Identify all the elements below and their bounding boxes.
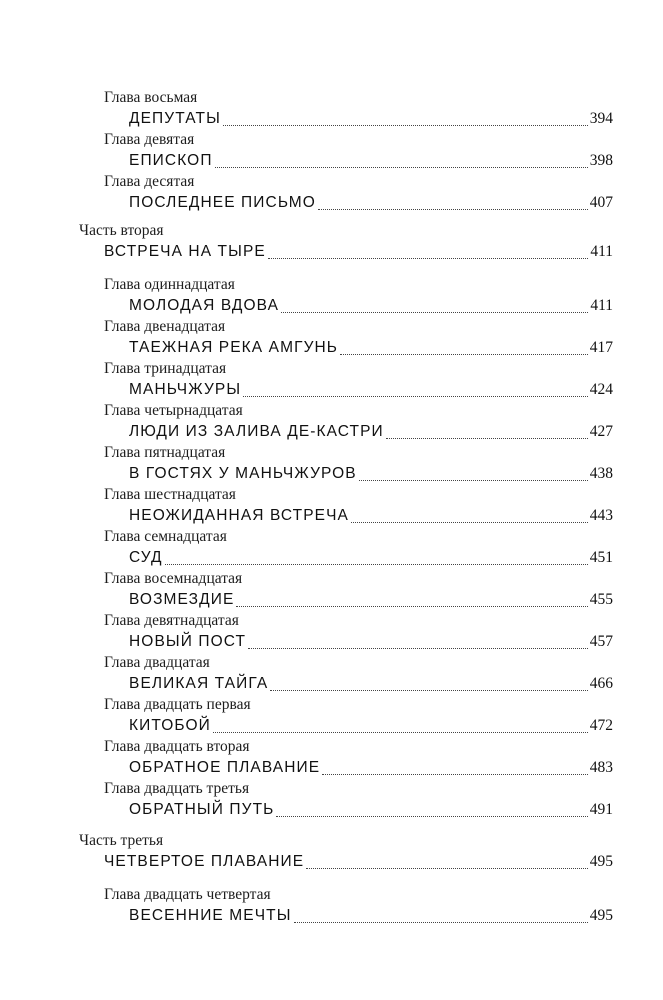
page-number: 443 <box>589 507 613 524</box>
chapter-label: Глава двенадцатая <box>104 318 226 335</box>
chapter-entry[interactable] <box>129 630 613 652</box>
chapter-label: Глава тринадцатая <box>104 360 227 377</box>
chapter-title: НОВЫЙ ПОСТ <box>129 633 247 650</box>
page-number: 495 <box>589 907 613 924</box>
chapter-entry[interactable] <box>129 149 613 171</box>
page-number: 398 <box>589 152 613 169</box>
chapter-label: Глава пятнадцатая <box>104 444 226 461</box>
dot-leader <box>223 125 588 126</box>
chapter-entry[interactable] <box>129 294 613 316</box>
page-number: 483 <box>589 759 613 776</box>
page-number: 411 <box>590 243 613 260</box>
chapter-title: ДЕПУТАТЫ <box>129 110 221 127</box>
chapter-label: Глава восьмая <box>104 89 198 106</box>
chapter-entry[interactable] <box>129 672 613 694</box>
dot-leader <box>294 922 588 923</box>
chapter-entry[interactable] <box>129 714 613 736</box>
chapter-title: ТАЕЖНАЯ РЕКА АМГУНЬ <box>129 339 339 356</box>
chapter-title: ВЕЛИКАЯ ТАЙГА <box>129 675 269 692</box>
chapter-label: Глава двадцать первая <box>104 696 251 713</box>
dot-leader <box>359 480 588 481</box>
chapter-label: Глава шестнадцатая <box>104 486 236 503</box>
chapter-label: Глава десятая <box>104 173 195 190</box>
page-number: 491 <box>589 801 613 818</box>
page-number: 424 <box>589 381 613 398</box>
chapter-entry[interactable] <box>129 798 613 820</box>
chapter-title: ВОЗМЕЗДИЕ <box>129 591 235 608</box>
chapter-label: Глава двадцатая <box>104 654 210 671</box>
chapter-title: ЛЮДИ ИЗ ЗАЛИВА ДЕ-КАСТРИ <box>129 423 384 440</box>
dot-leader <box>268 258 588 259</box>
page-number: 427 <box>589 423 613 440</box>
chapter-entry[interactable] <box>129 378 613 400</box>
chapter-title: КИТОБОЙ <box>129 717 211 734</box>
chapter-title: МАНЬЧЖУРЫ <box>129 381 242 398</box>
dot-leader <box>236 606 587 607</box>
page-number: 407 <box>589 194 613 211</box>
chapter-title: ОБРАТНОЕ ПЛАВАНИЕ <box>129 759 321 776</box>
page-number: 451 <box>589 549 613 566</box>
page-number: 455 <box>589 591 613 608</box>
chapter-entry[interactable] <box>129 462 613 484</box>
chapter-label: Глава девятая <box>104 131 195 148</box>
dot-leader <box>306 868 588 869</box>
dot-leader <box>276 816 587 817</box>
page-number: 411 <box>590 297 613 314</box>
page-number: 472 <box>589 717 613 734</box>
part-title: ЧЕТВЕРТОЕ ПЛАВАНИЕ <box>104 853 305 870</box>
chapter-title: ПОСЛЕДНЕЕ ПИСЬМО <box>129 194 316 211</box>
part-entry[interactable] <box>104 850 613 872</box>
chapter-entry[interactable] <box>129 191 613 213</box>
chapter-label: Глава четырнадцатая <box>104 402 243 419</box>
page-number: 417 <box>589 339 613 356</box>
chapter-title: СУД <box>129 549 163 566</box>
dot-leader <box>248 648 588 649</box>
chapter-entry[interactable] <box>129 336 613 358</box>
chapter-entry[interactable] <box>129 504 613 526</box>
chapter-title: ОБРАТНЫЙ ПУТЬ <box>129 801 275 818</box>
chapter-title: ЕПИСКОП <box>129 152 213 169</box>
dot-leader <box>213 732 588 733</box>
chapter-label: Глава одиннадцатая <box>104 276 235 293</box>
part-title: ВСТРЕЧА НА ТЫРЕ <box>104 243 266 260</box>
chapter-entry[interactable] <box>129 588 613 610</box>
page-number: 457 <box>589 633 613 650</box>
chapter-label: Глава восемнадцатая <box>104 570 243 587</box>
part-label: Часть вторая <box>79 222 164 239</box>
chapter-entry[interactable] <box>129 420 613 442</box>
dot-leader <box>386 438 588 439</box>
chapter-entry[interactable] <box>129 546 613 568</box>
dot-leader <box>215 167 588 168</box>
chapter-entry[interactable] <box>129 756 613 778</box>
chapter-title: В ГОСТЯХ У МАНЬЧЖУРОВ <box>129 465 357 482</box>
chapter-label: Глава семнадцатая <box>104 528 227 545</box>
dot-leader <box>270 690 587 691</box>
chapter-title: МОЛОДАЯ ВДОВА <box>129 297 280 314</box>
part-entry[interactable] <box>104 240 613 262</box>
page-number: 438 <box>589 465 613 482</box>
dot-leader <box>165 564 588 565</box>
chapter-entry[interactable] <box>129 904 613 926</box>
chapter-entry[interactable] <box>129 107 613 129</box>
page-number: 394 <box>589 110 613 127</box>
dot-leader <box>351 522 588 523</box>
dot-leader <box>340 354 588 355</box>
chapter-label: Глава двадцать четвертая <box>104 886 271 903</box>
dot-leader <box>318 209 588 210</box>
page-number: 495 <box>589 853 613 870</box>
chapter-label: Глава девятнадцатая <box>104 612 239 629</box>
chapter-title: ВЕСЕННИЕ МЕЧТЫ <box>129 907 292 924</box>
dot-leader <box>281 312 588 313</box>
chapter-title: НЕОЖИДАННАЯ ВСТРЕЧА <box>129 507 349 524</box>
page-number: 466 <box>589 675 613 692</box>
chapter-label: Глава двадцать вторая <box>104 738 250 755</box>
part-label: Часть третья <box>79 832 164 849</box>
dot-leader <box>322 774 588 775</box>
chapter-label: Глава двадцать третья <box>104 780 250 797</box>
dot-leader <box>243 396 588 397</box>
